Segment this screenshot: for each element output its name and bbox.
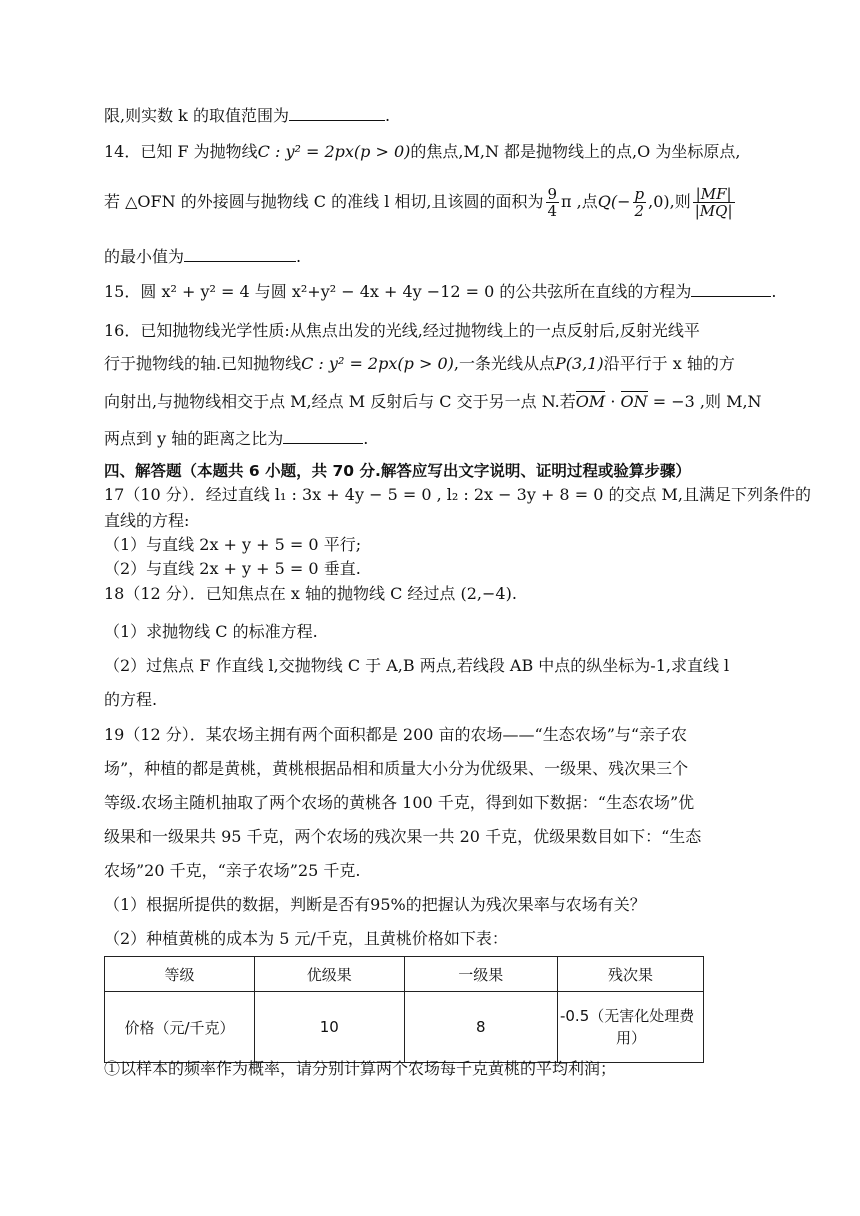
q14-text: 的最小值为 <box>104 247 185 266</box>
q13-text: 限,则实数 k 的取值范围为 <box>104 106 289 125</box>
q19-line-1: 19（12 分）．某农场主拥有两个面积都是 200 亩的农场——“生态农场”与“亲子农 <box>104 725 688 744</box>
q15-text: 15．圆 x² + y² = 4 与圆 x²+y² − 4x + 4y −12 = 0 的公共弦所在直线的方程为 <box>104 282 692 301</box>
fraction-mf-mq <box>693 186 735 219</box>
fraction-9-4 <box>546 186 560 219</box>
q18-part-2: （2）过焦点 F 作直线 l,交抛物线 C 于 A,B 两点,若线段 AB 中点的纵坐标为-1,求直线 l <box>104 656 730 675</box>
q16-line-4 <box>104 427 764 450</box>
fraction-denominator: 4 <box>547 202 558 220</box>
q17-part-2: （2）与直线 2x + y + 5 = 0 垂直. <box>104 559 361 578</box>
defective-price-text: -0.5（无害化处理费 <box>559 1007 695 1025</box>
q14-line-3 <box>104 245 764 268</box>
section-4-heading: 四、解答题（本题共 6 小题，共 70 分.解答应写出文字说明、证明过程或验算步骤） <box>104 462 691 480</box>
q19-line-4: 级果和一级果共 95 千克，两个农场的残次果一共 20 千克，优级果数目如下：“生态 <box>104 827 702 846</box>
point-p: P(3,1) <box>554 354 604 373</box>
fraction-denominator: |MQ| <box>694 202 733 220</box>
q17-line-1: 17（10 分）．经过直线 l₁ : 3x + 4y − 5 = 0 , l₂ : 2x − 3y + 8 = 0 的交点 M,且满足下列条件的 <box>104 485 812 504</box>
defective-price-text-cont: 用） <box>615 1029 646 1047</box>
q13-tail <box>104 104 764 127</box>
q16-line-2 <box>104 353 764 375</box>
price-table <box>104 956 704 1063</box>
price-first-grade: 8 <box>404 992 557 1063</box>
table-row <box>105 992 704 1063</box>
fraction-numerator: p <box>634 185 645 203</box>
fraction-numerator: 9 <box>547 185 558 203</box>
period: . <box>384 106 391 125</box>
q14-text: ,则 <box>669 192 691 211</box>
header-defective: 残次果 <box>557 957 703 992</box>
q16-line-1 <box>104 320 764 342</box>
answer-blank <box>283 427 363 444</box>
q14-line-2 <box>104 184 764 220</box>
vector-om: OM <box>575 392 606 411</box>
q18-line-4: 的方程. <box>104 690 158 709</box>
header-premium: 优级果 <box>255 957 405 992</box>
answer-blank <box>184 245 296 262</box>
fraction-denominator: 2 <box>634 202 645 220</box>
q19-part-2: （2）种植黄桃的成本为 5 元/千克，且黄桃价格如下表： <box>104 929 508 948</box>
q15 <box>104 280 777 303</box>
dot-operator: · <box>605 392 621 411</box>
vector-on: ON <box>620 392 648 411</box>
q16-text: = −3 ,则 M,N <box>647 392 762 411</box>
q14-text: 若 △OFN 的外接圆与抛物线 C 的准线 l 相切,且该圆的面积为 <box>104 192 544 211</box>
period: . <box>771 282 777 301</box>
q17-line-2: 直线的方程: <box>104 511 190 530</box>
row-label-price: 价格（元/千克） <box>105 992 255 1063</box>
q16-text: 向射出,与抛物线相交于点 M,经点 M 反射后与 C 交于另一点 N.若 <box>104 392 576 411</box>
period: . <box>363 429 369 448</box>
parabola-equation: C : y² = 2px(p > 0) <box>257 142 411 161</box>
q19-part-1: （1）根据所提供的数据，判断是否有95%的把握认为残次果率与农场有关？ <box>104 895 646 914</box>
q17-part-1: （1）与直线 2x + y + 5 = 0 平行; <box>104 535 362 554</box>
q18-line-1: 18（12 分）．已知焦点在 x 轴的抛物线 C 经过点 (2,−4). <box>104 584 517 603</box>
q18-part-1: （1）求抛物线 C 的标准方程. <box>104 622 318 641</box>
answer-blank <box>691 280 771 297</box>
answer-blank <box>289 104 385 121</box>
header-grade: 等级 <box>105 957 255 992</box>
point-q-tail: ,0) <box>648 192 670 211</box>
parabola-equation: C : y² = 2px(p > 0) <box>301 354 454 373</box>
q14-text: 的焦点,M,N 都是抛物线上的点,O 为坐标原点, <box>410 142 741 161</box>
q16-line-3 <box>104 391 764 413</box>
point-q: Q(− <box>597 192 631 211</box>
q16-text: ,一条光线从点 <box>453 354 555 373</box>
header-first-grade: 一级果 <box>404 957 557 992</box>
fraction-numerator: |MF| <box>693 186 735 203</box>
table-header-row <box>105 957 704 992</box>
q16-text: 两点到 y 轴的距离之比为 <box>104 429 284 448</box>
q16-text: 沿平行于 x 轴的方 <box>603 354 735 373</box>
price-defective <box>557 992 703 1063</box>
q14-text: π ,点 <box>561 192 598 211</box>
price-premium: 10 <box>255 992 405 1063</box>
q14-text: 14．已知 F 为抛物线 <box>104 142 258 161</box>
q14-line-1 <box>104 141 764 163</box>
q16-text: 16．已知抛物线光学性质:从焦点出发的光线,经过抛物线上的一点反射后,反射光线平 <box>104 321 700 340</box>
q19-line-5: 农场”20 千克，“亲子农场”25 千克. <box>104 861 361 880</box>
q19-line-2: 场”，种植的都是黄桃，黄桃根据品相和质量大小分为优级果、一级果、残次果三个 <box>104 759 689 778</box>
q19-line-3: 等级.农场主随机抽取了两个农场的黄桃各 100 千克，得到如下数据：“生态农场”优 <box>104 793 695 812</box>
q19-subpart-1: ①以样本的频率作为概率，请分别计算两个农场每千克黄桃的平均利润； <box>104 1059 617 1078</box>
period: . <box>296 247 302 266</box>
q16-text: 行于抛物线的轴.已知抛物线 <box>104 354 302 373</box>
fraction-p-2 <box>633 186 647 219</box>
